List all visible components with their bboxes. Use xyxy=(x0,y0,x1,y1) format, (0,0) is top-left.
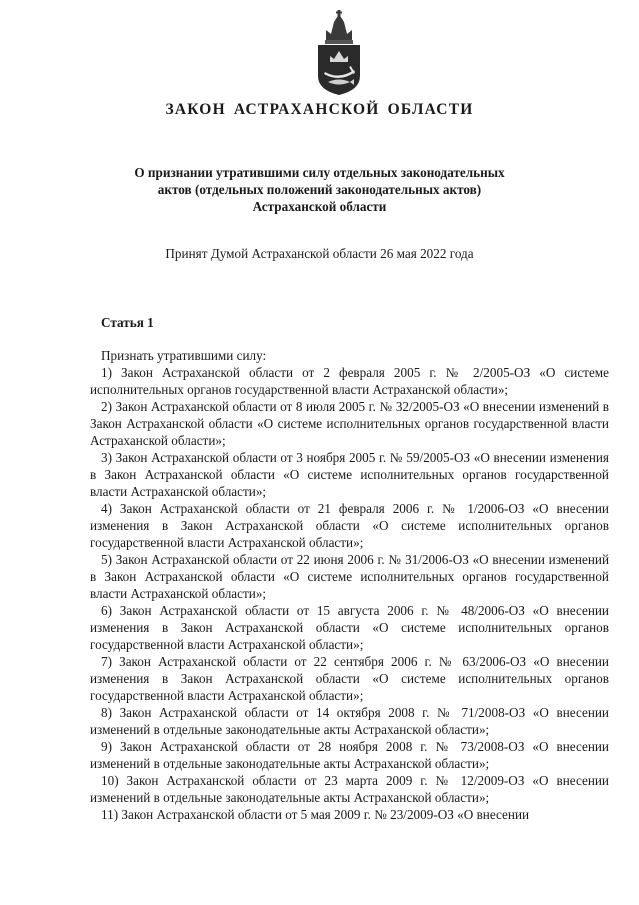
law-title: ЗАКОН АСТРАХАНСКОЙ ОБЛАСТИ xyxy=(165,101,474,118)
article-heading: Статья 1 xyxy=(101,315,154,330)
list-item: 9) Закон Астраханской области от 28 ноября 2008 г. № 73/2008-ОЗ «О внесении изменений в отдельные законодательные акты Астраханской области»; xyxy=(90,739,609,771)
list-item: 1) Закон Астраханской области от 2 февраля 2005 г. № 2/2005-ОЗ «О системе исполнительных органов государственной власти Астраханской области»; xyxy=(90,365,609,397)
list-item: 4) Закон Астраханской области от 21 февраля 2006 г. № 1/2006-ОЗ «О внесении изменения в Закон Астраханской области «О системе исполнительных органов государственной власти Астраханской области»; xyxy=(90,501,609,550)
list-item: 6) Закон Астраханской области от 15 августа 2006 г. № 48/2006-ОЗ «О внесении изменения в Закон Астраханской области «О системе исполнительных органов государственной власти Астраханской области»; xyxy=(90,603,609,652)
list-item: 5) Закон Астраханской области от 22 июня 2006 г. № 31/2006-ОЗ «О внесении изменений в Закон Астраханской области «О системе исполнительных органов государственной власти Астраханской области»; xyxy=(90,552,609,601)
article-lead: Признать утратившими силу: xyxy=(101,348,267,363)
adoption-date: Принят Думой Астраханской области 26 мая 2022 года xyxy=(165,246,474,261)
law-subtitle xyxy=(0,164,639,215)
subtitle-line: О признании утратившими силу отдельных законодательных xyxy=(134,165,505,180)
list-item: 10) Закон Астраханской области от 23 марта 2009 г. № 12/2009-ОЗ «О внесении изменений в отдельные законодательные акты Астраханской области»; xyxy=(90,773,609,805)
article-body xyxy=(90,347,609,823)
subtitle-line: актов (отдельных положений законодательных актов) xyxy=(157,182,482,197)
list-item: 2) Закон Астраханской области от 8 июля 2005 г. № 32/2005-ОЗ «О внесении изменений в Закон Астраханской области «О системе исполнительных органов государственной власти Астраханской области»; xyxy=(90,399,609,448)
subtitle-line: Астраханской области xyxy=(252,199,387,214)
list-item: 3) Закон Астраханской области от 3 ноября 2005 г. № 59/2005-ОЗ «О внесении изменения в Закон Астраханской области «О системе исполнительных органов государственной власти Астраханской области»; xyxy=(90,450,609,499)
astrakhan-coat-of-arms-icon xyxy=(313,10,365,96)
list-item: 7) Закон Астраханской области от 22 сентября 2006 г. № 63/2006-ОЗ «О внесении изменения в Закон Астраханской области «О системе исполнительных органов государственной власти Астраханской области»; xyxy=(90,654,609,703)
list-item: 8) Закон Астраханской области от 14 октября 2008 г. № 71/2008-ОЗ «О внесении изменений в отдельные законодательные акты Астраханской области»; xyxy=(90,705,609,737)
list-item: 11) Закон Астраханской области от 5 мая 2009 г. № 23/2009-ОЗ «О внесении xyxy=(101,807,530,822)
